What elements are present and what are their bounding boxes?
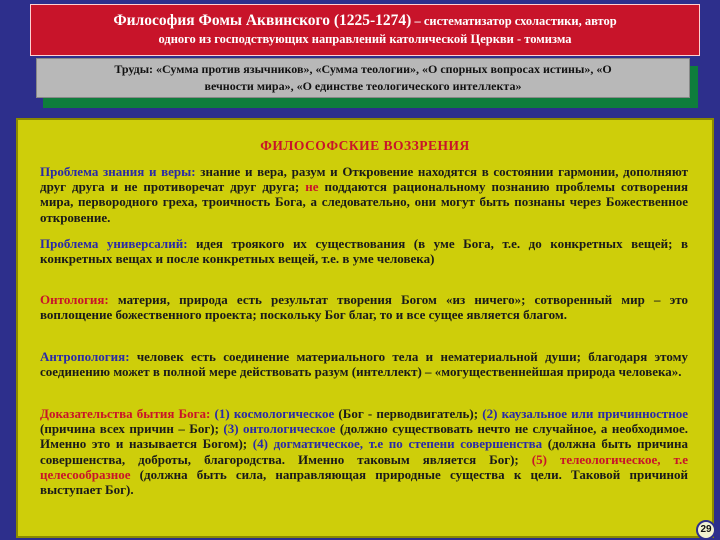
paragraph-text: материя, природа есть результат творения Богом «из ничего»; сотворенный мир – это воплощение божественного проекта; поскольку Бог благ, то и все сущее является благом.	[40, 292, 688, 323]
main-content-box	[16, 118, 714, 538]
works-line1: Труды: «Сумма против язычников», «Сумма теологии», «О спорных вопросах истины», «О	[114, 62, 612, 76]
title-main: Философия Фомы Аквинского (1225-1274)	[113, 12, 412, 29]
title-rest: – систематизатор схоластики, автор	[411, 14, 617, 28]
section-heading: ФИЛОСОФСКИЕ ВОЗЗРЕНИЯ	[260, 138, 470, 153]
proof-1: (1) космологическое	[210, 406, 335, 421]
works-box	[36, 58, 690, 98]
paragraph-universals	[40, 236, 688, 266]
page-number-badge: 29	[696, 520, 716, 540]
paragraph-knowledge-faith	[40, 164, 688, 225]
proof-5: (5) телеологическое, т.е целесообразное	[40, 451, 688, 482]
paragraph-ontology	[40, 292, 688, 322]
paragraph-highlight: не	[305, 179, 319, 195]
proof-2: (2) каузальное или причинностное	[478, 406, 689, 421]
paragraph-text: идея троякого их существования (в уме Бога, т.е. до конкретных вещей; в конкретных вещах и после конкретных вещей, т.е. в уме человека)	[40, 236, 689, 267]
paragraph-label: Доказательства бытия Бога:	[40, 406, 211, 421]
title-line2: одного из господствующих направлений католической Церкви - томизма	[158, 32, 572, 46]
paragraph-text: (должна быть сила, направляющая природные существа к цели. Таковой причиной выступает Бог).	[40, 466, 688, 498]
paragraph-label: Проблема универсалий:	[40, 236, 188, 251]
paragraph-label: Антропология:	[40, 349, 130, 364]
paragraph-label: Онтология:	[40, 292, 109, 307]
paragraph-text: (должна быть причина совершенства, доброты, благородства. Именно таковым является Бог);	[40, 436, 688, 467]
proof-4: (4) догматическое, т.е по степени совершенства	[247, 436, 543, 452]
paragraph-label: Проблема знания и веры:	[40, 164, 196, 179]
paragraph-text: (причина всех причин – Бог);	[40, 421, 219, 437]
title-line1	[31, 11, 699, 31]
paragraph-text: поддаются рациональному познанию проблемы сотворения мира, первородного греха, троичность Бога, а следовательно, они могут быть познаны через Божественное откровение.	[40, 179, 688, 225]
works-line2: вечности мира», «О единстве теологического интеллекта»	[204, 79, 522, 93]
title-box	[30, 4, 700, 56]
paragraph-text: (должно существовать нечто не случайное, а необходимое. Именно это и называется Богом);	[40, 421, 688, 452]
proof-3: (3) онтологическое	[218, 421, 336, 437]
paragraph-text: знание и вера, разум и Откровение находятся в состоянии гармонии, дополняют друг друга и не противоречат друг друга;	[40, 164, 688, 195]
paragraph-anthropology	[40, 349, 688, 379]
paragraph-proofs-of-god	[40, 406, 688, 497]
paragraph-text: (Бог - перводвигатель);	[334, 406, 479, 421]
paragraph-text: человек есть соединение материального тела и нематериальной души; благодаря этому соединению может в полной мере действовать разум (интеллект) – «могущественнейшая природа человека».	[40, 349, 688, 380]
